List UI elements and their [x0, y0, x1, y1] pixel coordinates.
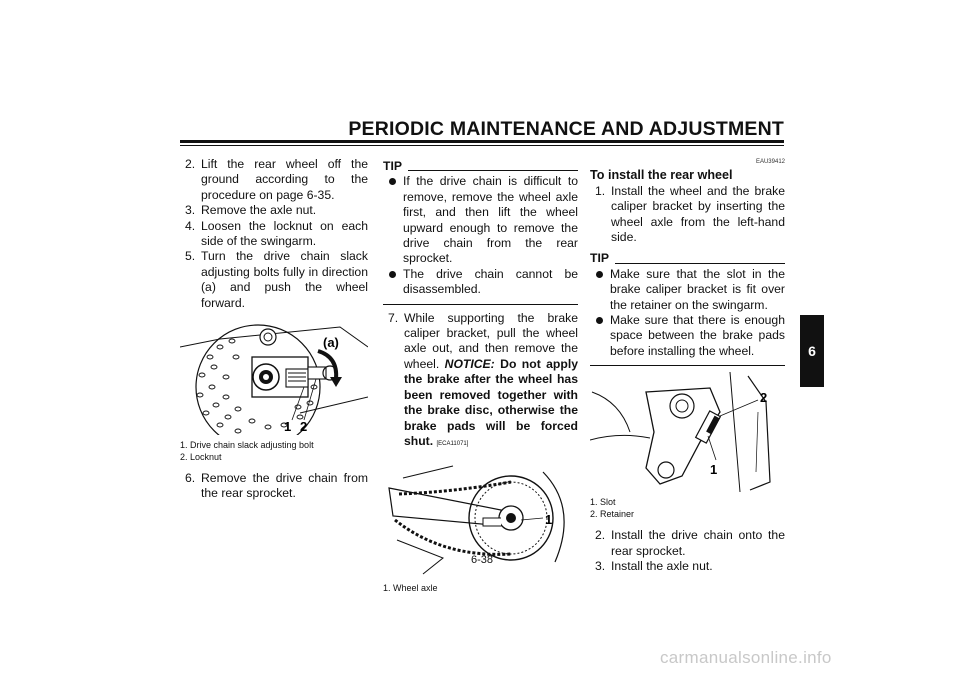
column-3 — [590, 155, 785, 575]
figure-caption: 1. Drive chain slack adjusting bolt 2. Locknut — [180, 440, 314, 463]
chapter-tab[interactable]: 6 — [800, 315, 824, 387]
install-step-3: 3. Install the axle nut. — [595, 559, 713, 574]
step-5: 5. Turn the drive chain slack adjusting bolts fully in direction (a) and push the wheel forward. — [185, 249, 368, 310]
notice-label: NOTICE: — [444, 356, 495, 371]
column-2 — [383, 157, 578, 594]
header-rule — [180, 140, 784, 143]
notice-code: [ECA11071] — [436, 440, 469, 447]
tip-label: TIP — [383, 159, 402, 173]
step-6: 6. Remove the drive chain from the rear sprocket. — [185, 471, 368, 501]
label-1: 1 — [710, 462, 718, 478]
tip-box — [590, 251, 785, 366]
label-1: 1 — [284, 419, 292, 435]
step-7: 7. While supporting the brake caliper bracket, pull the wheel axle out, and then remove the wheel. NOTICE: Do not apply the brake after the wheel has been removed together with the brake disc, otherwise the brake pads will be forced shut. [ECA11071] — [388, 310, 578, 448]
notice-text: Do not apply the brake after the wheel has been removed together with the brake disc, otherwise the brake pads will be forced shut. — [404, 356, 578, 448]
label-1: 1 — [545, 512, 553, 528]
install-step-1: 1. Install the wheel and the brake caliper bracket by inserting the wheel axle from the left-hand side. — [595, 183, 785, 245]
tip-bullet: Make sure that there is enough space between the brake pads before installing the wheel. — [590, 313, 785, 359]
page-title: PERIODIC MAINTENANCE AND ADJUSTMENT — [348, 118, 784, 140]
install-step-2: 2. Install the drive chain onto the rear sprocket. — [595, 528, 785, 558]
tip-box — [383, 159, 578, 305]
column-1 — [180, 157, 368, 502]
tip-bullet: If the drive chain is difficult to remove, remove the wheel axle first, and then lift the wheel upward enough to remove the drive chain from the rear sprocket. — [383, 174, 578, 266]
step-4: 4. Loosen the locknut on each side of the swingarm. — [185, 218, 368, 249]
section-code: EAU39412 — [755, 159, 785, 165]
step-2: 2. Lift the rear wheel off the ground according to the procedure on page 6-35. — [185, 157, 368, 202]
figure-chain-adjuster — [180, 317, 368, 435]
header-rule-thin — [180, 145, 784, 146]
label-2: 2 — [760, 390, 768, 406]
page-number: 6-38 — [470, 554, 494, 566]
tip-bullet: Make sure that the slot in the brake caliper bracket is fit over the retainer on the swingarm. — [590, 267, 785, 313]
tip-label: TIP — [590, 251, 609, 266]
label-2: 2 — [300, 419, 308, 435]
section-heading: To install the rear wheel — [590, 168, 733, 183]
label-a: (a) — [323, 335, 339, 351]
watermark[interactable]: carmanualsonline.info — [660, 648, 832, 667]
step-3: 3. Remove the axle nut. — [185, 203, 317, 218]
figure-caption: 1. Wheel axle — [383, 583, 438, 594]
tip-bullet: The drive chain cannot be disassembled. — [383, 267, 578, 298]
figure-caption: 1. Slot 2. Retainer — [590, 497, 635, 520]
figure-slot-retainer — [590, 372, 785, 492]
